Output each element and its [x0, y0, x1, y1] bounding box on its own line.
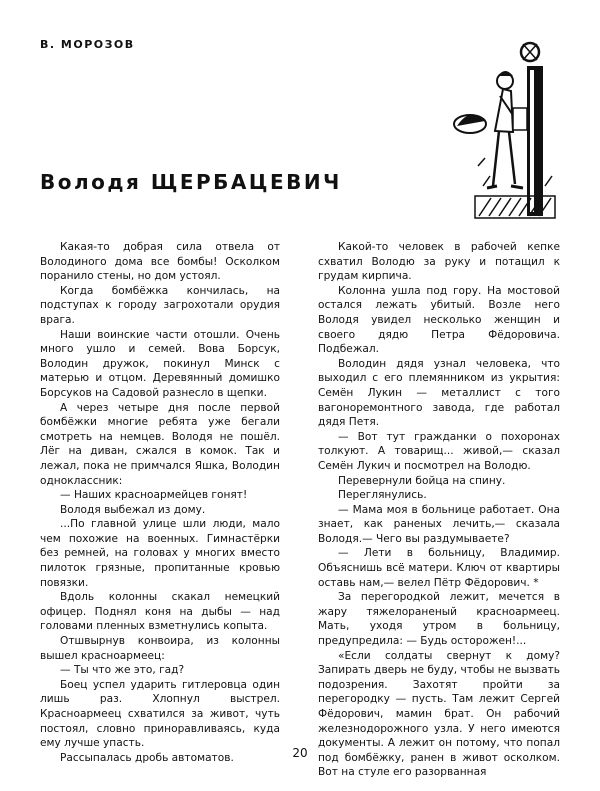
- paragraph: Переглянулись.: [338, 489, 427, 502]
- paragraph: Наши воинские части отошли. Очень много ушло и семей. Вова Борсук, Володин дружок, покинул Минск с матерью и отцом. Деревянный домишко Борсуков на Садовой разнесло в щепки.: [40, 328, 280, 399]
- paragraph: — Лети в больницу, Владимир. Объяснишь всё матери. Ключ от квартиры оставь нам,— велел Пётр Фёдорович. *: [318, 547, 560, 589]
- paragraph: — Мама моя в больнице работает. Она знает, как раненых лечить,— сказала Володя.— Чего вы раздумываете?: [318, 503, 560, 545]
- paragraph: — Вот тут гражданки о похоронах толкуют. А товарищ... живой,— сказал Семён Лукич и посмотрел на Володю.: [318, 430, 560, 472]
- paragraph: — Наших красноармейцев гонят!: [60, 489, 248, 502]
- paragraph: Рассыпалась дробь автоматов.: [60, 751, 234, 764]
- right-text-column: [318, 240, 560, 780]
- page-number: 20: [292, 746, 308, 760]
- author-name: В. МОРОЗОВ: [40, 38, 135, 51]
- paragraph: Володин дядя узнал человека, что выходил с его племянником из укрытия: Семён Лукин — металлист с того вагоноремонтного завода, где работал дядя Петя.: [318, 357, 560, 429]
- boy-illustration: [445, 36, 560, 221]
- left-text-column: [40, 240, 280, 765]
- paragraph: Вдоль колонны скакал немецкий офицер. Поднял коня на дыбы — над головами пленных взметнулись копыта.: [40, 591, 280, 633]
- paragraph: За перегородкой лежит, мечется в жару тяжелораненый красноармеец. Мать, уходя утром в больницу, предупредила: — Будь осторожен!...: [318, 591, 560, 648]
- paragraph: Колонна ушла под гору. На мостовой остался лежать убитый. Возле него Володя увидел несколько женщин и своего дядю Петра Фёдоровича. Подбежал.: [318, 284, 560, 356]
- paragraph: А через четыре дня после первой бомбёжки многие ребята уже бегали смотреть на немцев. Володя не пошёл. Лёг на диван, сжался в комок. Так и лежал, пока не примчался Яшка, Володин одноклассник:: [40, 401, 280, 487]
- paragraph: Отшвырнув конвоира, из колонны вышел красноармеец:: [40, 635, 280, 662]
- paragraph: Володя выбежал из дому.: [60, 503, 206, 516]
- paragraph: «Если солдаты свернут к дому? Запирать дверь не буду, чтобы не вызвать подозрения. Захотят пройти за перегородку — пусть. Там лежит Сергей Фёдорович, мамин брат. Он рабочий железнодорожного узла. У него имеются документы. А лежит он потому, что попал под бомбёжку, ранен в живот осколком. Вот на стуле его разорванная: [318, 649, 560, 779]
- paragraph: Перевернули бойца на спину.: [338, 474, 506, 487]
- paragraph: Какой-то человек в рабочей кепке схватил Володю за руку и потащил к грудам кирпича.: [318, 241, 560, 283]
- paragraph: Боец успел ударить гитлеровца один лишь раз. Хлопнул выстрел. Красноармеец схватился за живот, чуть постоял, словно приноравливаясь, куда ему лучше упасть.: [40, 678, 280, 750]
- story-title: Володя ЩЕРБАЦЕВИЧ: [40, 170, 342, 194]
- paragraph: Какая-то добрая сила отвела от Володиного дома все бомбы! Осколком поранило стены, но дом устоял.: [40, 241, 280, 283]
- paragraph: — Ты что же это, гад?: [60, 664, 185, 677]
- paragraph: Когда бомбёжка кончилась, на подступах к городу загрохотали орудия врага.: [40, 284, 280, 326]
- paragraph: ...По главной улице шли люди, мало чем похожие на военных. Гимнастёрки без ремней, на головах у многих вместо пилоток грязные, пропитанные кровью повязки.: [40, 518, 280, 589]
